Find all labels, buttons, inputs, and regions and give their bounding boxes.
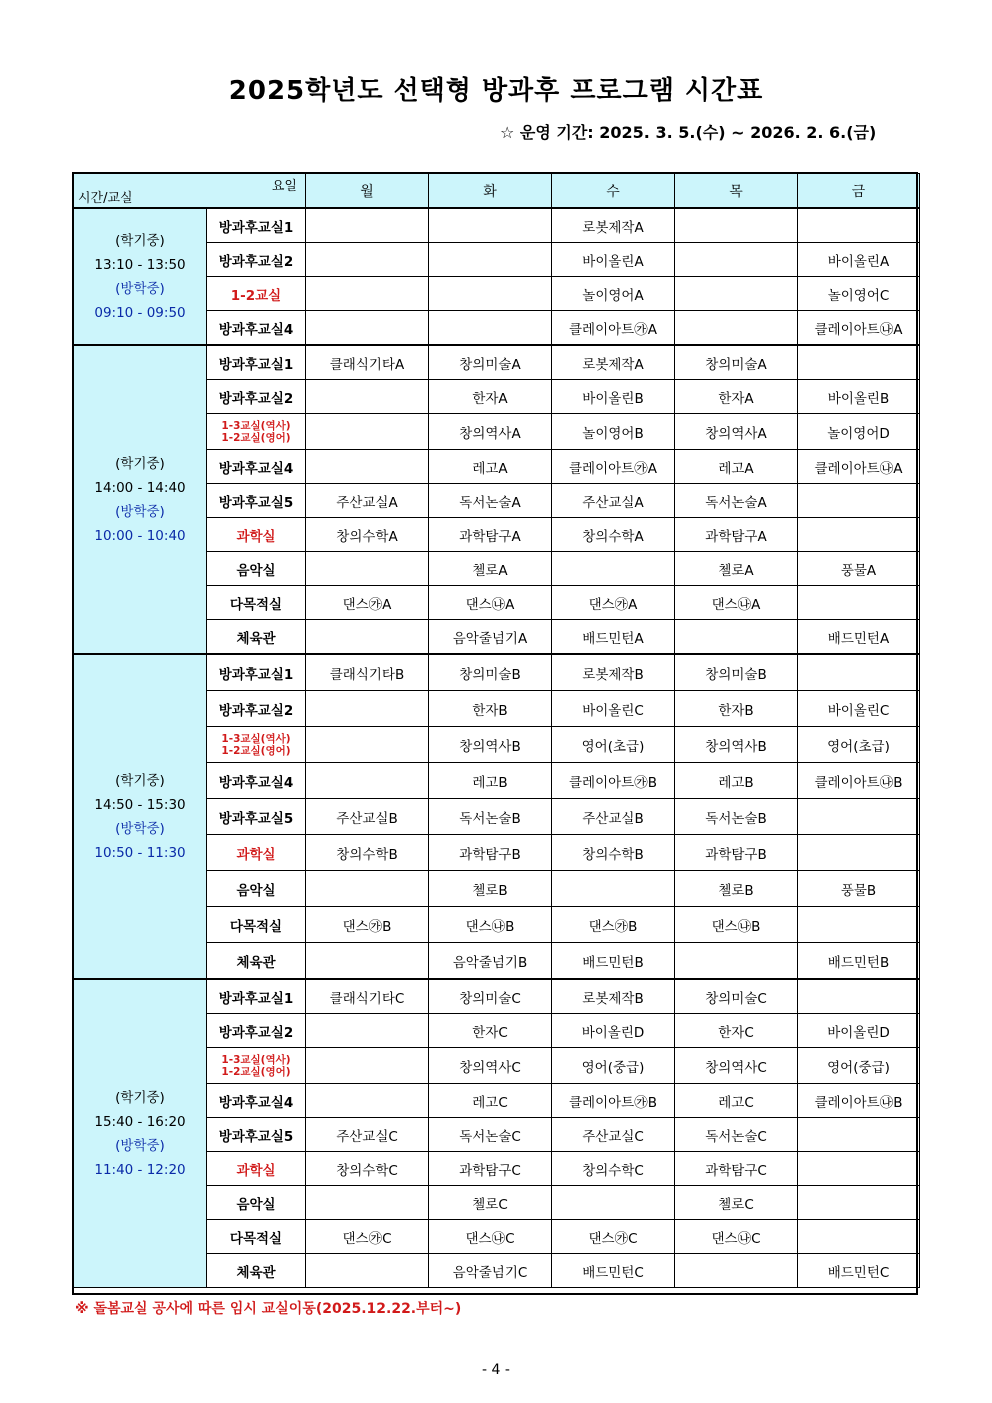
program-cell: [306, 943, 429, 980]
program-cell: 창의미술B: [675, 654, 798, 691]
room-label: [207, 1084, 306, 1118]
room-name: 체육관: [236, 1264, 276, 1281]
room-label: [207, 1152, 306, 1186]
room-label: [207, 552, 306, 586]
program-cell: [306, 1186, 429, 1220]
room-label: [207, 243, 306, 277]
program-cell: 영어(중급): [552, 1048, 675, 1084]
vacation-time: 10:50 - 11:30: [94, 844, 186, 861]
page-number: - 4 -: [482, 1362, 510, 1378]
program-cell: 댄스㉯A: [429, 586, 552, 620]
program-cell: [675, 1254, 798, 1288]
room-label: [207, 345, 306, 380]
time-slot: [74, 208, 207, 345]
corner-day-label: 요일: [271, 179, 297, 194]
program-cell: [306, 208, 429, 243]
room-name: 과학실: [236, 528, 276, 545]
room-name: 과학실: [236, 1162, 276, 1179]
room-name: 방과후교실2: [218, 702, 294, 719]
room-name: 다목적실: [229, 1230, 283, 1247]
program-cell: 클레이아트㉯B: [798, 763, 920, 799]
program-cell: 배드민턴B: [552, 943, 675, 980]
vacation-label: (방학중): [115, 1137, 165, 1154]
room-label: [207, 691, 306, 727]
program-cell: 댄스㉮C: [552, 1220, 675, 1254]
program-cell: [306, 1254, 429, 1288]
program-cell: 과학탐구C: [675, 1152, 798, 1186]
program-cell: 독서논술A: [429, 484, 552, 518]
corner-time-room-label: 시간/교실: [78, 191, 133, 206]
program-cell: [552, 871, 675, 907]
vacation-time: 11:40 - 12:20: [94, 1161, 186, 1178]
program-cell: [798, 345, 920, 380]
room-name: 음악실: [236, 882, 276, 899]
program-cell: 창의역사A: [429, 414, 552, 450]
program-cell: 배드민턴C: [552, 1254, 675, 1288]
program-cell: [675, 243, 798, 277]
program-cell: 과학탐구B: [675, 835, 798, 871]
program-cell: 한자C: [675, 1014, 798, 1048]
page-title: 2025학년도 선택형 방과후 프로그램 시간표: [228, 76, 764, 106]
time-block: [74, 345, 920, 654]
program-cell: 첼로B: [429, 871, 552, 907]
room-label: [207, 907, 306, 943]
program-cell: [306, 552, 429, 586]
program-cell: 로봇제작A: [552, 345, 675, 380]
vacation-label: (방학중): [115, 280, 165, 297]
vacation-time: 10:00 - 10:40: [94, 527, 186, 544]
program-cell: 클레이아트㉮A: [552, 450, 675, 484]
program-cell: [306, 727, 429, 763]
room-name: 체육관: [236, 630, 276, 647]
program-cell: [306, 763, 429, 799]
program-cell: [675, 208, 798, 243]
program-cell: 주산교실C: [552, 1118, 675, 1152]
room-label: [207, 799, 306, 835]
room-name: 다목적실: [229, 596, 283, 613]
program-cell: 댄스㉯A: [675, 586, 798, 620]
program-cell: [798, 979, 920, 1014]
program-cell: 클레이아트㉯B: [798, 1084, 920, 1118]
room-name: 방과후교실1: [218, 990, 294, 1007]
program-cell: 음악줄넘기A: [429, 620, 552, 655]
program-cell: 과학탐구A: [429, 518, 552, 552]
room-name: 방과후교실5: [218, 1128, 294, 1145]
program-cell: 레고A: [675, 450, 798, 484]
program-cell: 창의역사B: [429, 727, 552, 763]
program-cell: 한자B: [429, 691, 552, 727]
program-cell: 첼로A: [675, 552, 798, 586]
program-cell: [798, 208, 920, 243]
vacation-label: (방학중): [115, 820, 165, 837]
table-row: [74, 208, 920, 243]
program-cell: [798, 484, 920, 518]
term-label: (학기중): [115, 455, 165, 472]
program-cell: [798, 654, 920, 691]
program-cell: 창의수학B: [306, 835, 429, 871]
room-label: [207, 1118, 306, 1152]
program-cell: 창의수학A: [306, 518, 429, 552]
program-cell: 창의미술C: [429, 979, 552, 1014]
program-cell: [798, 1186, 920, 1220]
room-label: [207, 208, 306, 243]
program-cell: 음악줄넘기B: [429, 943, 552, 980]
room-label: [207, 1220, 306, 1254]
room-label: [207, 1186, 306, 1220]
room-label: [207, 311, 306, 346]
timetable: [73, 173, 920, 1288]
program-cell: 풍물A: [798, 552, 920, 586]
program-cell: 바이올린A: [798, 243, 920, 277]
program-cell: 배드민턴A: [798, 620, 920, 655]
program-cell: 창의미술A: [675, 345, 798, 380]
program-cell: 창의미술B: [429, 654, 552, 691]
header-row: [74, 174, 920, 209]
program-cell: 독서논술C: [675, 1118, 798, 1152]
term-time: 14:00 - 14:40: [94, 479, 186, 496]
program-cell: 창의역사A: [675, 414, 798, 450]
program-cell: [798, 1118, 920, 1152]
room-label: [207, 518, 306, 552]
time-slot: [74, 979, 207, 1288]
program-cell: [306, 871, 429, 907]
room-name-secondary: 1-2교실(영어): [221, 1065, 291, 1078]
room-name: 방과후교실2: [218, 390, 294, 407]
program-cell: 댄스㉮B: [306, 907, 429, 943]
program-cell: [798, 907, 920, 943]
program-cell: 창의수학A: [552, 518, 675, 552]
program-cell: 풍물B: [798, 871, 920, 907]
program-cell: 창의역사C: [675, 1048, 798, 1084]
program-cell: 창의수학B: [552, 835, 675, 871]
table-row: [74, 345, 920, 380]
program-cell: [306, 380, 429, 414]
room-name: 방과후교실4: [218, 321, 294, 338]
program-cell: 영어(중급): [798, 1048, 920, 1084]
room-name: 방과후교실4: [218, 460, 294, 477]
program-cell: 로봇제작A: [552, 208, 675, 243]
room-name: 방과후교실4: [218, 774, 294, 791]
room-label: [207, 835, 306, 871]
room-label: [207, 727, 306, 763]
program-cell: 주산교실B: [552, 799, 675, 835]
vacation-label: (방학중): [115, 503, 165, 520]
program-cell: 댄스㉯B: [675, 907, 798, 943]
program-cell: 독서논술C: [429, 1118, 552, 1152]
program-cell: 배드민턴B: [798, 943, 920, 980]
room-label: [207, 277, 306, 311]
program-cell: 댄스㉮A: [306, 586, 429, 620]
time-block: [74, 979, 920, 1288]
room-name: 체육관: [236, 954, 276, 971]
room-name: 음악실: [236, 1196, 276, 1213]
room-name: 방과후교실5: [218, 810, 294, 827]
program-cell: [306, 1014, 429, 1048]
room-label: [207, 1048, 306, 1084]
program-cell: 클레이아트㉯A: [798, 311, 920, 346]
program-cell: [306, 1084, 429, 1118]
room-label: [207, 380, 306, 414]
program-cell: 창의역사B: [675, 727, 798, 763]
program-cell: 놀이영어B: [552, 414, 675, 450]
room-name: 방과후교실1: [218, 356, 294, 373]
program-cell: 첼로B: [675, 871, 798, 907]
room-label: [207, 654, 306, 691]
table-row: [74, 654, 920, 691]
program-cell: [798, 835, 920, 871]
program-cell: 클레이아트㉯A: [798, 450, 920, 484]
program-cell: 독서논술A: [675, 484, 798, 518]
program-cell: 독서논술B: [429, 799, 552, 835]
program-cell: 영어(초급): [798, 727, 920, 763]
program-cell: 클레이아트㉮B: [552, 1084, 675, 1118]
footnote: ※ 돌봄교실 공사에 따른 임시 교실이동(2025.12.22.부터~): [75, 1301, 462, 1317]
program-cell: 한자C: [429, 1014, 552, 1048]
program-cell: 바이올린D: [798, 1014, 920, 1048]
program-cell: [429, 311, 552, 346]
program-cell: 첼로C: [429, 1186, 552, 1220]
program-cell: 바이올린B: [798, 380, 920, 414]
program-cell: 첼로C: [675, 1186, 798, 1220]
program-cell: [429, 277, 552, 311]
program-cell: 클래식기타B: [306, 654, 429, 691]
program-cell: [306, 620, 429, 655]
program-cell: 레고B: [675, 763, 798, 799]
program-cell: 로봇제작B: [552, 654, 675, 691]
term-label: (학기중): [115, 772, 165, 789]
room-label: [207, 943, 306, 980]
corner-header: [74, 174, 306, 209]
room-name: 과학실: [236, 846, 276, 863]
program-cell: [429, 208, 552, 243]
program-cell: 창의수학C: [306, 1152, 429, 1186]
operation-period: ☆ 운영 기간: 2025. 3. 5.(수) ~ 2026. 2. 6.(금): [500, 123, 877, 142]
program-cell: [552, 1186, 675, 1220]
room-label: [207, 1254, 306, 1288]
time-slot: [74, 654, 207, 979]
program-cell: 한자B: [675, 691, 798, 727]
term-time: 15:40 - 16:20: [94, 1113, 186, 1130]
program-cell: [675, 277, 798, 311]
program-cell: 첼로A: [429, 552, 552, 586]
room-label: [207, 620, 306, 655]
program-cell: 댄스㉯C: [675, 1220, 798, 1254]
program-cell: [306, 691, 429, 727]
program-cell: 주산교실C: [306, 1118, 429, 1152]
program-cell: [306, 277, 429, 311]
program-cell: [798, 586, 920, 620]
program-cell: [306, 1048, 429, 1084]
program-cell: 영어(초급): [552, 727, 675, 763]
program-cell: [675, 620, 798, 655]
program-cell: 창의미술A: [429, 345, 552, 380]
term-time: 14:50 - 15:30: [94, 796, 186, 813]
room-name: 방과후교실1: [218, 666, 294, 683]
room-label: [207, 763, 306, 799]
program-cell: 바이올린C: [798, 691, 920, 727]
room-name: 방과후교실2: [218, 1024, 294, 1041]
program-cell: 배드민턴A: [552, 620, 675, 655]
program-cell: 댄스㉯B: [429, 907, 552, 943]
program-cell: 클래식기타A: [306, 345, 429, 380]
room-label: [207, 450, 306, 484]
program-cell: 바이올린A: [552, 243, 675, 277]
program-cell: 음악줄넘기C: [429, 1254, 552, 1288]
room-label: [207, 1014, 306, 1048]
room-name: 방과후교실2: [218, 253, 294, 270]
program-cell: 한자A: [675, 380, 798, 414]
room-name: 다목적실: [229, 918, 283, 935]
program-cell: 바이올린C: [552, 691, 675, 727]
program-cell: 댄스㉯C: [429, 1220, 552, 1254]
table-row: [74, 979, 920, 1014]
program-cell: [798, 1152, 920, 1186]
program-cell: [306, 414, 429, 450]
day-header: 수: [552, 174, 675, 209]
program-cell: 과학탐구A: [675, 518, 798, 552]
program-cell: 레고C: [675, 1084, 798, 1118]
room-name: 방과후교실1: [218, 219, 294, 236]
day-header: 화: [429, 174, 552, 209]
time-block: [74, 208, 920, 345]
room-name: 1-3교실(역사): [221, 1053, 291, 1066]
program-cell: 독서논술B: [675, 799, 798, 835]
program-cell: 창의수학C: [552, 1152, 675, 1186]
room-label: [207, 414, 306, 450]
day-header: 월: [306, 174, 429, 209]
room-name-secondary: 1-2교실(영어): [221, 431, 291, 444]
program-cell: 클레이아트㉮A: [552, 311, 675, 346]
day-header: 목: [675, 174, 798, 209]
vacation-time: 09:10 - 09:50: [94, 304, 186, 321]
program-cell: 로봇제작B: [552, 979, 675, 1014]
program-cell: [798, 518, 920, 552]
room-name: 음악실: [236, 562, 276, 579]
room-name: 방과후교실4: [218, 1094, 294, 1111]
term-time: 13:10 - 13:50: [94, 256, 186, 273]
day-header: 금: [798, 174, 920, 209]
program-cell: 과학탐구C: [429, 1152, 552, 1186]
program-cell: [306, 450, 429, 484]
room-name: 방과후교실5: [218, 494, 294, 511]
time-slot: [74, 345, 207, 654]
program-cell: 레고A: [429, 450, 552, 484]
program-cell: 창의역사C: [429, 1048, 552, 1084]
room-name: 1-3교실(역사): [221, 419, 291, 432]
room-label: [207, 979, 306, 1014]
program-cell: [552, 552, 675, 586]
program-cell: 댄스㉮B: [552, 907, 675, 943]
program-cell: 바이올린D: [552, 1014, 675, 1048]
term-label: (학기중): [115, 232, 165, 249]
program-cell: 주산교실A: [552, 484, 675, 518]
program-cell: 과학탐구B: [429, 835, 552, 871]
program-cell: [429, 243, 552, 277]
term-label: (학기중): [115, 1089, 165, 1106]
program-cell: 클래식기타C: [306, 979, 429, 1014]
room-name: 1-2교실: [230, 287, 282, 304]
program-cell: 댄스㉮A: [552, 586, 675, 620]
room-name: 1-3교실(역사): [221, 732, 291, 745]
program-cell: 댄스㉮C: [306, 1220, 429, 1254]
program-cell: 레고C: [429, 1084, 552, 1118]
program-cell: [798, 799, 920, 835]
program-cell: 레고B: [429, 763, 552, 799]
program-cell: 바이올린B: [552, 380, 675, 414]
program-cell: 한자A: [429, 380, 552, 414]
program-cell: 배드민턴C: [798, 1254, 920, 1288]
room-name-secondary: 1-2교실(영어): [221, 744, 291, 757]
room-label: [207, 871, 306, 907]
program-cell: 놀이영어C: [798, 277, 920, 311]
program-cell: 놀이영어D: [798, 414, 920, 450]
room-label: [207, 586, 306, 620]
program-cell: [675, 943, 798, 980]
program-cell: 주산교실B: [306, 799, 429, 835]
program-cell: 창의미술C: [675, 979, 798, 1014]
time-block: [74, 654, 920, 979]
program-cell: [306, 243, 429, 277]
program-cell: 클레이아트㉮B: [552, 763, 675, 799]
room-label: [207, 484, 306, 518]
program-cell: [798, 1220, 920, 1254]
program-cell: [675, 311, 798, 346]
program-cell: 주산교실A: [306, 484, 429, 518]
program-cell: 놀이영어A: [552, 277, 675, 311]
program-cell: [306, 311, 429, 346]
